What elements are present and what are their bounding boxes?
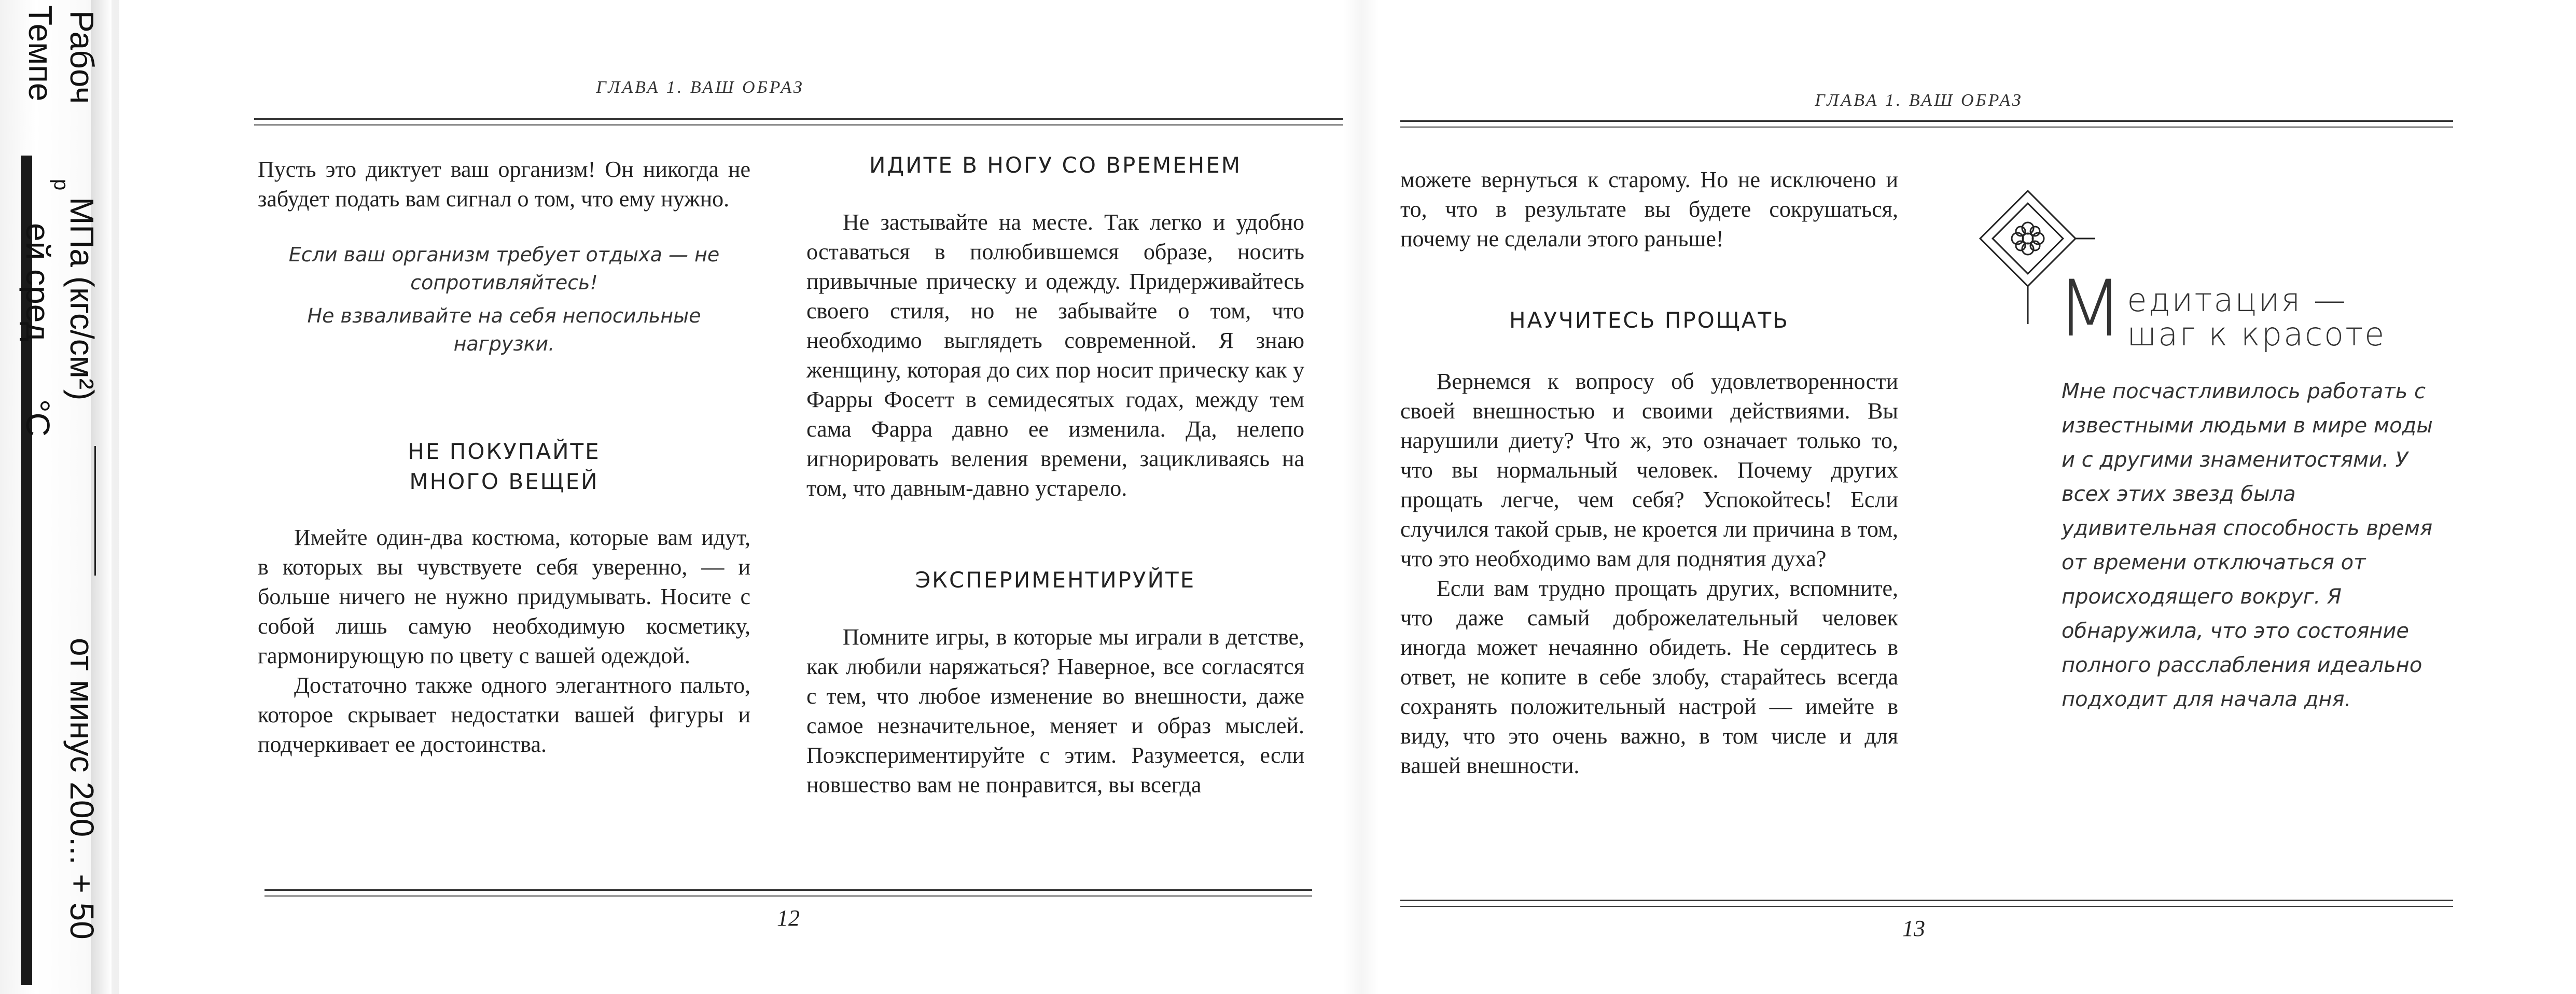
keep-up-paragraph: Не застывайте на месте. Так легко и удобно оставаться в полюбившемся образе, носить привычные прическу и одежду. Придерживайтесь своего стиля, но не забывайте о том, что необходимо выглядеть современной. Я знаю женщину, которая до сих пор носит прическу как у Фарры Фосетт в семидесятых годах, между тем сама Фарра давно ее изменила. Да, нелепо игнорировать веления времени, зацикливаясь на том, что давным-давно устарело. xyxy=(806,209,1304,501)
intro-paragraph: Пусть это диктует ваш организм! Он никогда не забудет подать вам сигнал о том, что ему нужно. xyxy=(258,157,750,212)
heading-dont-buy xyxy=(258,437,750,497)
meditation-title-line2: шаг к красоте xyxy=(2127,315,2386,353)
heading-experiment: ЭКСПЕРИМЕНТИРУЙТЕ xyxy=(915,567,1196,593)
dont-buy-paragraph-1: Имейте один-два костюма, которые вам идут, в которых вы чувствуете себя уверенно, — и больше ничего не нужно придумывать. Носите с собой лишь самую необходимую косметику, гармонирующую по цвету с вашей одеждой. xyxy=(258,525,750,668)
note-rest: Если ваш организм требует отдыха — не сопротивляйтесь! xyxy=(288,243,720,294)
keep-up-text xyxy=(806,207,1304,503)
scrap-line xyxy=(94,446,96,576)
left-bottom-rule-thin xyxy=(264,895,1312,897)
left-column-2 xyxy=(806,150,1304,800)
meditation-title xyxy=(2056,264,2419,354)
experiment-paragraph: Помните игры, в которые мы играли в детстве, как любили наряжаться? Наверное, все согласятся с тем, что любое изменение во внешности, даже самое незначительное, меняет и образ мыслей. Поэкспериментируйте с этим. Разумеется, если новшество вам не понравится, вы всегда xyxy=(806,624,1304,797)
continuation-text xyxy=(1400,165,1898,254)
book-gutter xyxy=(1343,0,1380,994)
scrap-text-3: р xyxy=(50,179,73,191)
right-bottom-rule xyxy=(1400,900,2453,901)
right-top-rule-thin xyxy=(1400,127,2453,128)
right-bottom-rule-thin xyxy=(1400,906,2453,907)
heading-forgive: НАУЧИТЕСЬ ПРОЩАТЬ xyxy=(1509,307,1789,333)
left-page-number: 12 xyxy=(777,905,800,931)
scrap-text-1: Темпе xyxy=(22,5,59,102)
right-top-rule xyxy=(1400,120,2453,122)
dont-buy-text xyxy=(258,523,750,759)
left-top-rule-thin xyxy=(254,124,1343,125)
meditation-title-initial: М xyxy=(2056,264,2125,354)
experiment-text xyxy=(806,622,1304,800)
scrap-text-7: °С xyxy=(19,399,57,437)
left-col1-intro xyxy=(258,155,750,214)
note-overload: Не взваливайте на себя непосильные нагрузки. xyxy=(307,304,701,355)
left-top-rule xyxy=(254,118,1343,120)
left-running-head: ГЛАВА 1. ВАШ ОБРАЗ xyxy=(596,78,804,97)
heading-dont-buy-line1: НЕ ПОКУПАЙТЕ xyxy=(408,439,601,464)
right-running-head: ГЛАВА 1. ВАШ ОБРАЗ xyxy=(1815,91,2023,110)
left-column-1 xyxy=(258,155,750,759)
left-bottom-rule xyxy=(264,889,1312,891)
meditation-title-line1: едитация — xyxy=(2127,281,2347,319)
scrap-text-5: от минус 200... + 50 xyxy=(63,638,101,940)
right-page-number: 13 xyxy=(1902,916,1925,941)
scrap-text-4: МПа (кгс/см²) xyxy=(63,197,101,401)
meditation-body: Мне посчастливилось работать с известными людьми в мире моды и с другими знаменитостями. У всех этих звезд была удивительная способность время от времени отключаться от происходящего вокруг. Я обнаружила, что это состояние полного расслабления идеально подходит для начала дня. xyxy=(2062,380,2433,711)
heading-dont-buy-line2: МНОГО ВЕЩЕЙ xyxy=(409,469,599,494)
scrap-text-6: ей сред xyxy=(19,223,57,342)
forgive-text xyxy=(1400,367,1898,780)
right-column-1 xyxy=(1400,165,1898,780)
forgive-paragraph-1: Вернемся к вопросу об удовлетворенности своей внешностью и своими действиями. Вы нарушили диету? Что ж, это означает только то, что вы нормальный человек. Почему других прощать легче, чем себя? Успокойтесь! Если случился такой срыв, не кроется ли причина в том, что это необходимо вам для поднятия духа? xyxy=(1400,369,1898,571)
dont-buy-paragraph-2: Достаточно также одного элегантного пальто, которое скрывает недостатки вашей фигуры и подчеркивает ее достоинства. xyxy=(258,673,750,757)
heading-keep-up: ИДИТЕ В НОГУ СО ВРЕМЕНЕМ xyxy=(869,152,1242,178)
scrap-text-2: Рабоч xyxy=(63,10,101,104)
continuation-paragraph: можете вернуться к старому. Но не исключено и то, что в результате вы будете сокрушаться, почему не сделали этого раньше! xyxy=(1400,167,1898,251)
forgive-paragraph-2: Если вам трудно прощать других, вспомните, что даже самый доброжелательный человек иногда может нечаянно обидеть. Не сердитесь в ответ, не копите в себе злобу, старайтесь всегда сохранять положительный настрой — имейте в виду, что это очень важно, в том числе и для вашей внешности. xyxy=(1400,576,1898,778)
